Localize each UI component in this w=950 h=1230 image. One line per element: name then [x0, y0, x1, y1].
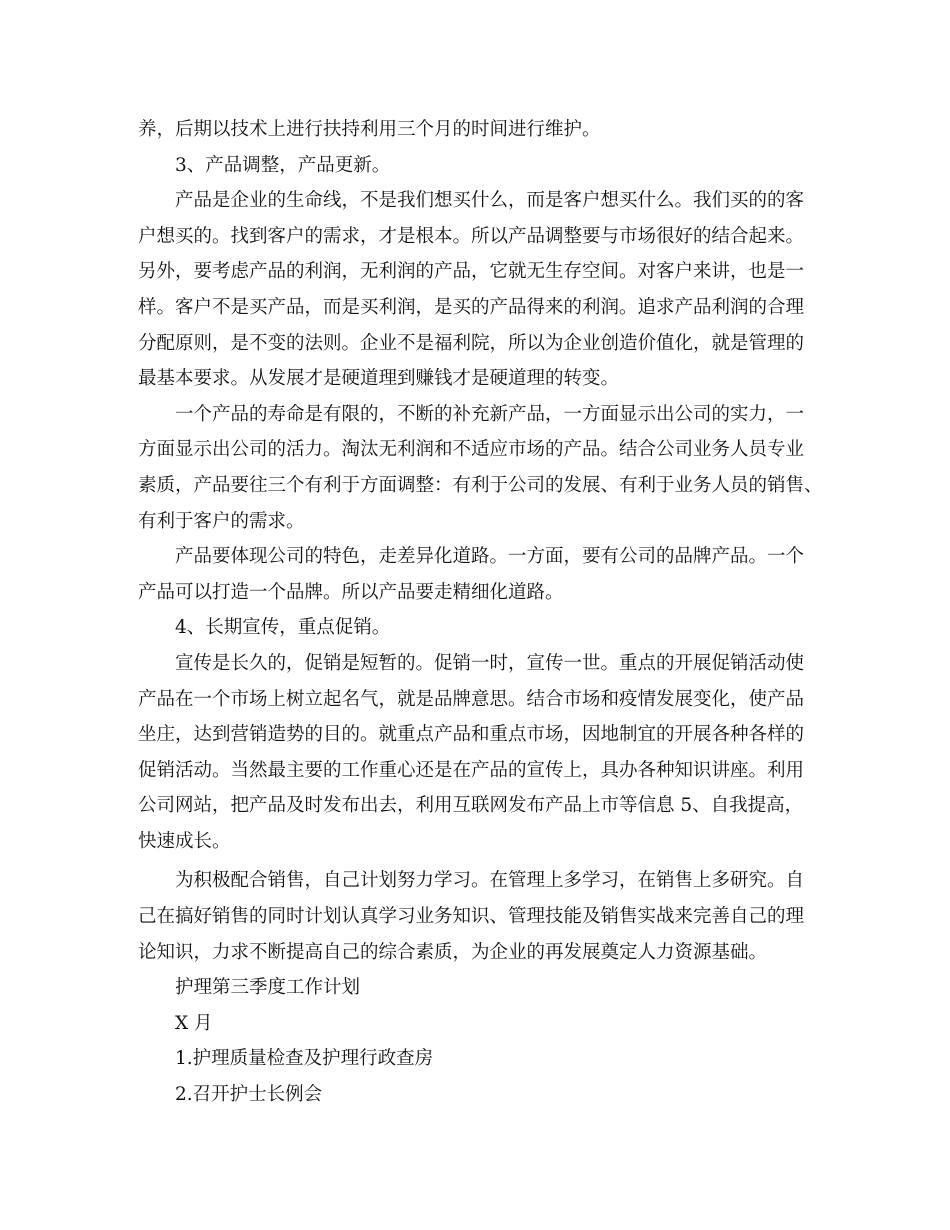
paragraph-promotion [138, 646, 818, 860]
text-line: 一个产品的寿命是有限的，不断的补充新产品，一方面显示出公司的实力，一 [175, 403, 805, 425]
text-line: 论知识，力求不断提高自己的综合素质，为企业的再发展奠定人力资源基础。 [138, 941, 768, 963]
nursing-plan-title [138, 970, 818, 1006]
text-line: 方面显示出公司的活力。淘汰无利润和不适应市场的产品。结合公司业务人员专业 [138, 439, 805, 461]
text-line: 4、长期宣传，重点促销。 [175, 617, 391, 639]
text-line: 产品可以打造一个品牌。所以产品要走精细化道路。 [138, 581, 564, 603]
text-line: 养，后期以技术上进行扶持利用三个月的时间进行维护。 [138, 119, 601, 140]
text-line: 1.护理质量检查及护理行政查房 [175, 1048, 434, 1070]
document-body [138, 112, 823, 1113]
text-line: 坐庄，达到营销造势的目的。就重点产品和重点市场，因地制宜的开展各种各样的 [138, 724, 805, 746]
month-label [138, 1006, 818, 1042]
text-line: 2.召开护士长例会 [175, 1084, 323, 1106]
text-line: 为积极配合销售，自己计划努力学习。在管理上多学习，在销售上多研究。自 [175, 870, 805, 892]
paragraph-product-features [138, 539, 818, 610]
text-line: 3、产品调整，产品更新。 [175, 154, 391, 176]
text-line: 样。客户不是买产品，而是买利润，是买的产品得来的利润。追求产品利润的合理 [138, 296, 805, 318]
text-line: 护理第三季度工作计划 [175, 977, 361, 999]
paragraph-self-improvement [138, 863, 818, 970]
plan-item-2 [138, 1077, 818, 1113]
text-line: 最基本要求。从发展才是硬道理到赚钱才是硬道理的转变。 [138, 368, 620, 390]
paragraph-continuation [138, 112, 818, 148]
text-line: 户想买的。找到客户的需求，才是根本。所以产品调整要与市场很好的结合起来。 [138, 225, 805, 247]
text-line: 有利于客户的需求。 [138, 510, 305, 532]
text-line: 素质，产品要往三个有利于方面调整：有利于公司的发展、有利于业务人员的销售、 [138, 474, 823, 496]
text-line: 公司网站，把产品及时发布出去，利用互联网发布产品上市等信息 5、自我提高， [138, 795, 804, 817]
plan-item-1 [138, 1041, 818, 1077]
text-line: 产品要体现公司的特色，走差异化道路。一方面，要有公司的品牌产品。一个 [175, 546, 805, 568]
text-line: X 月 [175, 1012, 213, 1034]
text-line: 快速成长。 [138, 830, 231, 852]
text-line: 分配原则，是不变的法则。企业不是福利院，所以为企业创造价值化，就是管理的 [138, 332, 805, 354]
text-line: 产品在一个市场上树立起名气，就是品牌意思。结合市场和疫情发展变化，使产品 [138, 688, 805, 710]
text-line: 促销活动。当然最主要的工作重心还是在产品的宣传上，具办各种知识讲座。利用 [138, 759, 805, 781]
text-line: 己在搞好销售的同时计划认真学习业务知识、管理技能及销售实战来完善自己的理 [138, 906, 805, 928]
section-heading-4 [138, 610, 818, 646]
text-line: 产品是企业的生命线，不是我们想买什么，而是客户想买什么。我们买的的客 [175, 190, 805, 212]
text-line: 宣传是长久的，促销是短暂的。促销一时，宣传一世。重点的开展促销活动使 [175, 652, 805, 674]
text-line: 另外，要考虑产品的利润，无利润的产品，它就无生存空间。对客户来讲，也是一 [138, 261, 805, 283]
paragraph-product-lifeline [138, 183, 818, 397]
paragraph-product-lifespan [138, 397, 823, 539]
section-heading-3 [138, 148, 818, 184]
